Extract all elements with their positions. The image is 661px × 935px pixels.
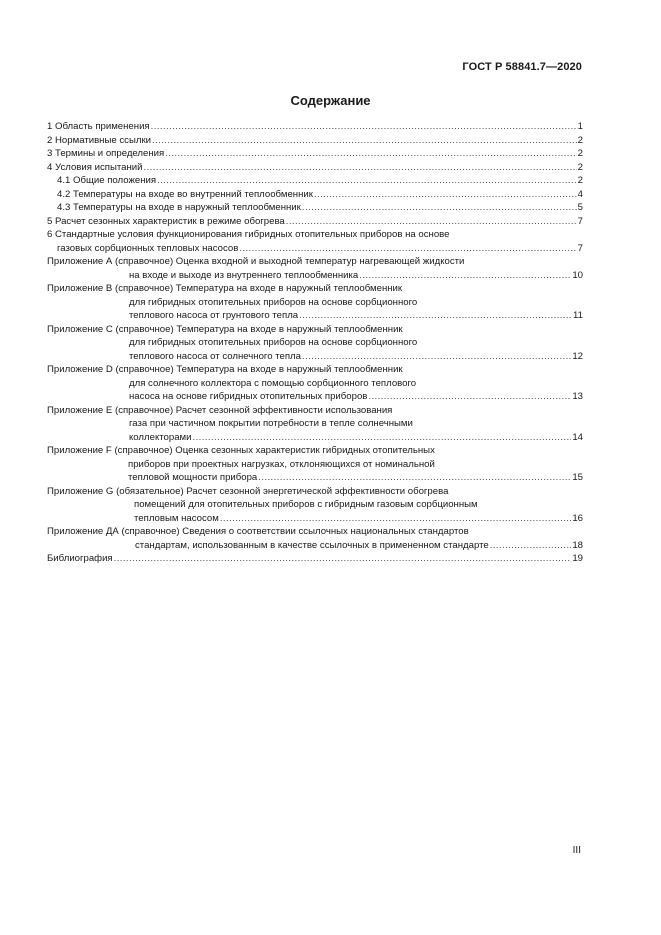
toc-entry-4-2[interactable]: 4.2 Температуры на входе во внутренний теплообменник ..... 4 xyxy=(47,188,583,202)
toc-appendix-g[interactable]: Приложение G (обязательное) Расчет сезонной энергетической эффективности обогрева помещений для отопительных приборов с гибридным газовым сорбционным тепловым насосом ..... 16 xyxy=(47,485,583,526)
page-number: III xyxy=(572,845,581,856)
toc-appendix-e[interactable]: Приложение Е (справочное) Расчет сезонной эффективности использования газа при частичном покрытии потребности в тепле солнечными коллекторами ..... 14 xyxy=(47,404,583,445)
toc-appendix-c[interactable]: Приложение С (справочное) Температура на входе в наружный теплообменник для гибридных отопительных приборов на основе сорбционного теплового насоса от солнечного тепла ..... 12 xyxy=(47,323,583,364)
toc-appendix-d[interactable]: Приложение D (справочное) Температура на входе в наружный теплообменник для солнечного коллектора с помощью сорбционного теплового насоса на основе гибридных отопительных приборов ..... 13 xyxy=(47,363,583,404)
document-code: ГОСТ Р 58841.7—2020 xyxy=(462,61,582,73)
toc-appendix-b[interactable]: Приложение В (справочное) Температура на входе в наружный теплообменник для гибридных отопительных приборов на основе сорбционного теплового насоса от грунтового тепла ..... 11 xyxy=(47,282,583,323)
toc-appendix-a[interactable]: Приложение А (справочное) Оценка входной и выходной температур нагревающей жидкости на входе и выходе из внутреннего теплообменника ..... 10 xyxy=(47,255,583,282)
toc-appendix-da[interactable]: Приложение ДА (справочное) Сведения о соответствии ссылочных национальных стандартов стандартам, использованным в качестве ссылочных в примененном стандарте ..... 18 xyxy=(47,525,583,552)
toc-entry-6[interactable]: 6 Стандартные условия функционирования гибридных отопительных приборов на основе газовых сорбционных тепловых насосов ..... 7 xyxy=(47,228,583,255)
toc-title: Содержание xyxy=(290,93,371,108)
toc-entry-2[interactable]: 2 Нормативные ссылки ..... 2 xyxy=(47,134,583,148)
toc-entry-4-1[interactable]: 4.1 Общие положения ..... 2 xyxy=(47,174,583,188)
table-of-contents xyxy=(47,120,583,566)
toc-entry-5[interactable]: 5 Расчет сезонных характеристик в режиме обогрева ..... 7 xyxy=(47,215,583,229)
toc-entry-4-3[interactable]: 4.3 Температуры на входе в наружный теплообменник ..... 5 xyxy=(47,201,583,215)
toc-entry-1[interactable]: 1 Область применения ..... 1 xyxy=(47,120,583,134)
toc-entry-3[interactable]: 3 Термины и определения ..... 2 xyxy=(47,147,583,161)
toc-entry-4[interactable]: 4 Условия испытаний ..... 2 xyxy=(47,161,583,175)
toc-appendix-f[interactable]: Приложение F (справочное) Оценка сезонных характеристик гибридных отопительных приборов при проектных нагрузках, отклоняющихся от номинальной тепловой мощности прибора ..... 15 xyxy=(47,444,583,485)
toc-bibliography[interactable]: Библиография ..... 19 xyxy=(47,552,583,566)
